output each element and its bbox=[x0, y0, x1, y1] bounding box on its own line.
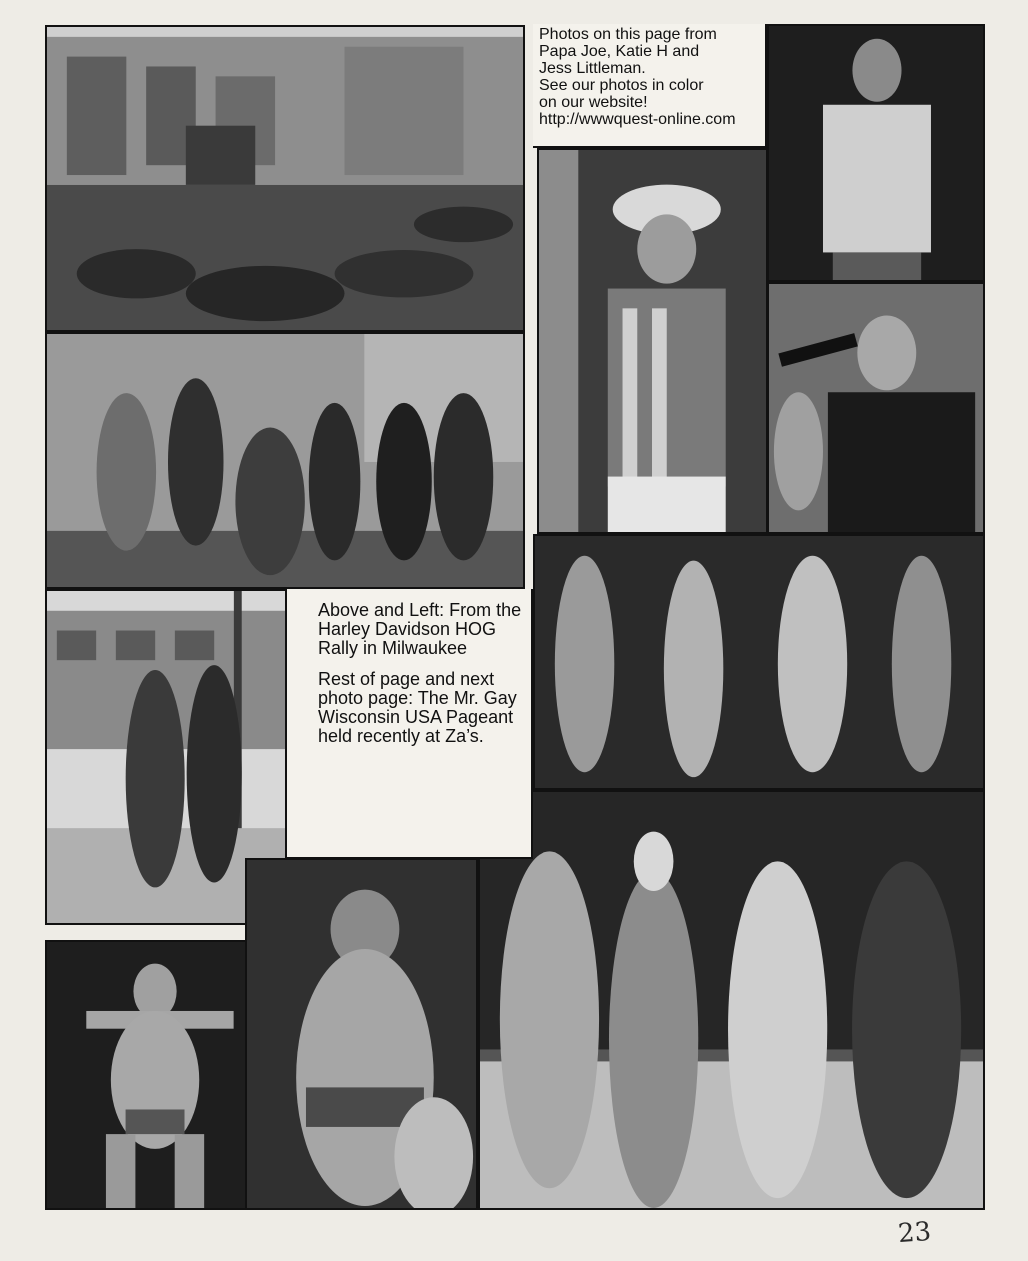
credits-line: on our website! bbox=[539, 94, 648, 111]
pageant-caption: Rest of page and next photo page: The Mr. Gay Wisconsin USA Pageant held recently at Za’s. bbox=[318, 669, 517, 746]
photo-singing-contestant bbox=[767, 282, 985, 534]
photo-satin-shirt-contestant bbox=[767, 24, 985, 282]
photo-pageant-winners bbox=[478, 790, 985, 1210]
credits-line: Photos on this page from bbox=[539, 26, 717, 43]
credits-line: See our photos in color bbox=[539, 77, 704, 94]
credits-website-link[interactable]: http://wwwquest-online.com bbox=[539, 111, 736, 128]
photo-biker-group bbox=[45, 332, 525, 589]
story-caption bbox=[287, 589, 533, 859]
photo-motorcycle-rally-street bbox=[45, 25, 525, 332]
photo-posing-contestant bbox=[245, 858, 478, 1210]
page-number: 23 bbox=[896, 1216, 933, 1250]
photo-credits-caption bbox=[533, 24, 767, 148]
credits-line: Jess Littleman. bbox=[539, 60, 646, 77]
rally-caption: Above and Left: From the Harley Davidson HOG Rally in Milwaukee bbox=[318, 600, 522, 658]
photo-stage-lineup bbox=[533, 534, 985, 790]
photo-cowboy-contestant bbox=[537, 148, 768, 534]
credits-line: Papa Joe, Katie H and bbox=[539, 43, 700, 60]
photo-flexing-contestant bbox=[45, 940, 270, 1210]
